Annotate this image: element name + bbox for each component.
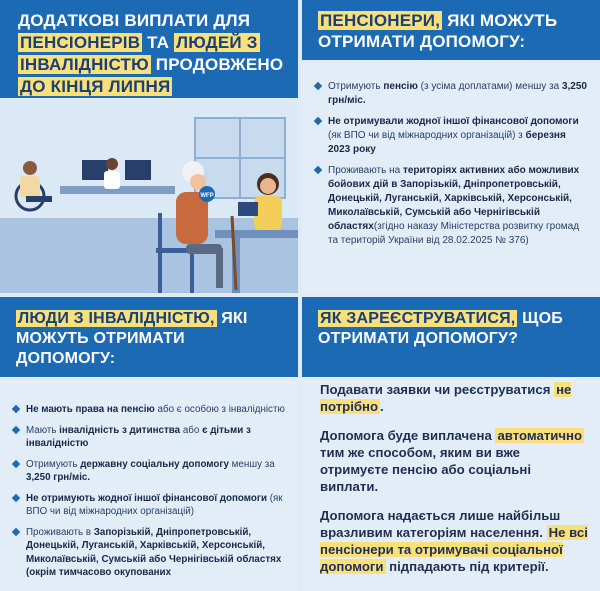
diamond-bullet-icon [12,459,20,467]
registration-title-rest2: ОТРИМАТИ ДОПОМОГУ? [318,330,519,347]
highlight-people: ЛЮДЕЙ З [176,33,258,52]
list-item: Проживають на територіях активних або можливих бойових дій в Запорізькій, Дніпропетровській, Донецькій, Луганській, Харківській, Херсонській, Миколаївській, Сумській або Чернігівській областях(згідно наказу Міністерства розвитку громад та територій України від 28.02.2025 № 376) [314,164,590,248]
registration-body [320,381,588,587]
disability-title-rest1: ЯКІ [221,310,248,327]
disability-title-rest3: ДОПОМОГУ: [16,350,116,367]
diamond-bullet-icon [314,82,322,90]
disability-criteria-list [12,403,292,587]
panel-registration [302,297,600,591]
pensioners-heading [302,0,600,60]
highlight-registration-title: ЯК ЗАРЕЄСТРУВАТИСЯ, [320,310,516,327]
disability-title-rest2: МОЖУТЬ ОТРИМАТИ [16,330,185,347]
pensioners-criteria-list [314,80,590,255]
highlight-pensioners-title: ПЕНСІОНЕРИ, [320,11,441,30]
diamond-bullet-icon [12,527,20,535]
heading-line1: ДОДАТКОВІ ВИПЛАТИ ДЛЯ [18,11,251,30]
list-item: Не мають права на пенсію або є особою з інвалідністю [12,403,292,417]
highlight-pensioners: ПЕНСІОНЕРІВ [20,33,141,52]
diamond-bullet-icon [314,117,322,125]
pensioners-title-rest1: ЯКІ МОЖУТЬ [447,11,558,30]
list-item: Не отримували жодної іншої фінансової допомоги (як ВПО чи від міжнародних організацій) з березня 2023 року [314,115,590,157]
panel-intro [0,0,298,293]
panel-pensioners [302,0,600,293]
highlight-disability: ІНВАЛІДНІСТЮ [20,55,149,74]
diamond-bullet-icon [12,493,20,501]
heading-and: ТА [147,33,170,52]
list-item: Отримують пенсію (з усіма доплатами) меншу за 3,250 грн/міс. [314,80,590,108]
heading-extended: ПРОДОВЖЕНО [155,55,284,74]
list-item: Отримують державну соціальну допомогу меншу за 3,250 грн/міс. [12,458,292,485]
registration-heading [302,297,600,377]
list-item: Проживають в Запорізькій, Дніпропетровській, Донецькій, Луганській, Харківській, Херсонській, Миколаївській, Сумській або Чернігівській областях (окрім тимчасово окупованих [12,526,292,580]
registration-title-rest1: ЩОБ [522,310,563,327]
intro-heading [0,0,298,98]
diamond-bullet-icon [12,405,20,413]
registration-paragraph-2: Допомога буде виплачена автоматично тим же способом, яким ви вже отримуєте пенсію або соціальні виплати. [320,428,583,494]
registration-paragraph-1: Подавати заявки чи реєструватися не потрібно . [320,382,572,414]
office-illustration [0,98,298,293]
list-item: Мають інвалідність з дитинства або є дітьми з інвалідністю [12,424,292,451]
diamond-bullet-icon [314,166,322,174]
highlight-until-july: ДО КІНЦЯ ЛИПНЯ [20,77,171,96]
registration-paragraph-3: Допомога надається лише найбільш вразливим категоріям населення. Не всі пенсіонери та отримувачі соціальної допомоги підпадають під критерії. [320,508,588,574]
disability-heading [0,297,298,377]
pensioners-title-rest2: ОТРИМАТИ ДОПОМОГУ: [318,32,526,51]
list-item: Не отримують жодної іншої фінансової допомоги (як ВПО чи від міжнародних організацій) [12,492,292,519]
panel-disability [0,297,298,591]
diamond-bullet-icon [12,425,20,433]
highlight-disability-title: ЛЮДИ З ІНВАЛІДНІСТЮ, [18,310,215,327]
wfp-badge-text: WFP [200,193,214,199]
